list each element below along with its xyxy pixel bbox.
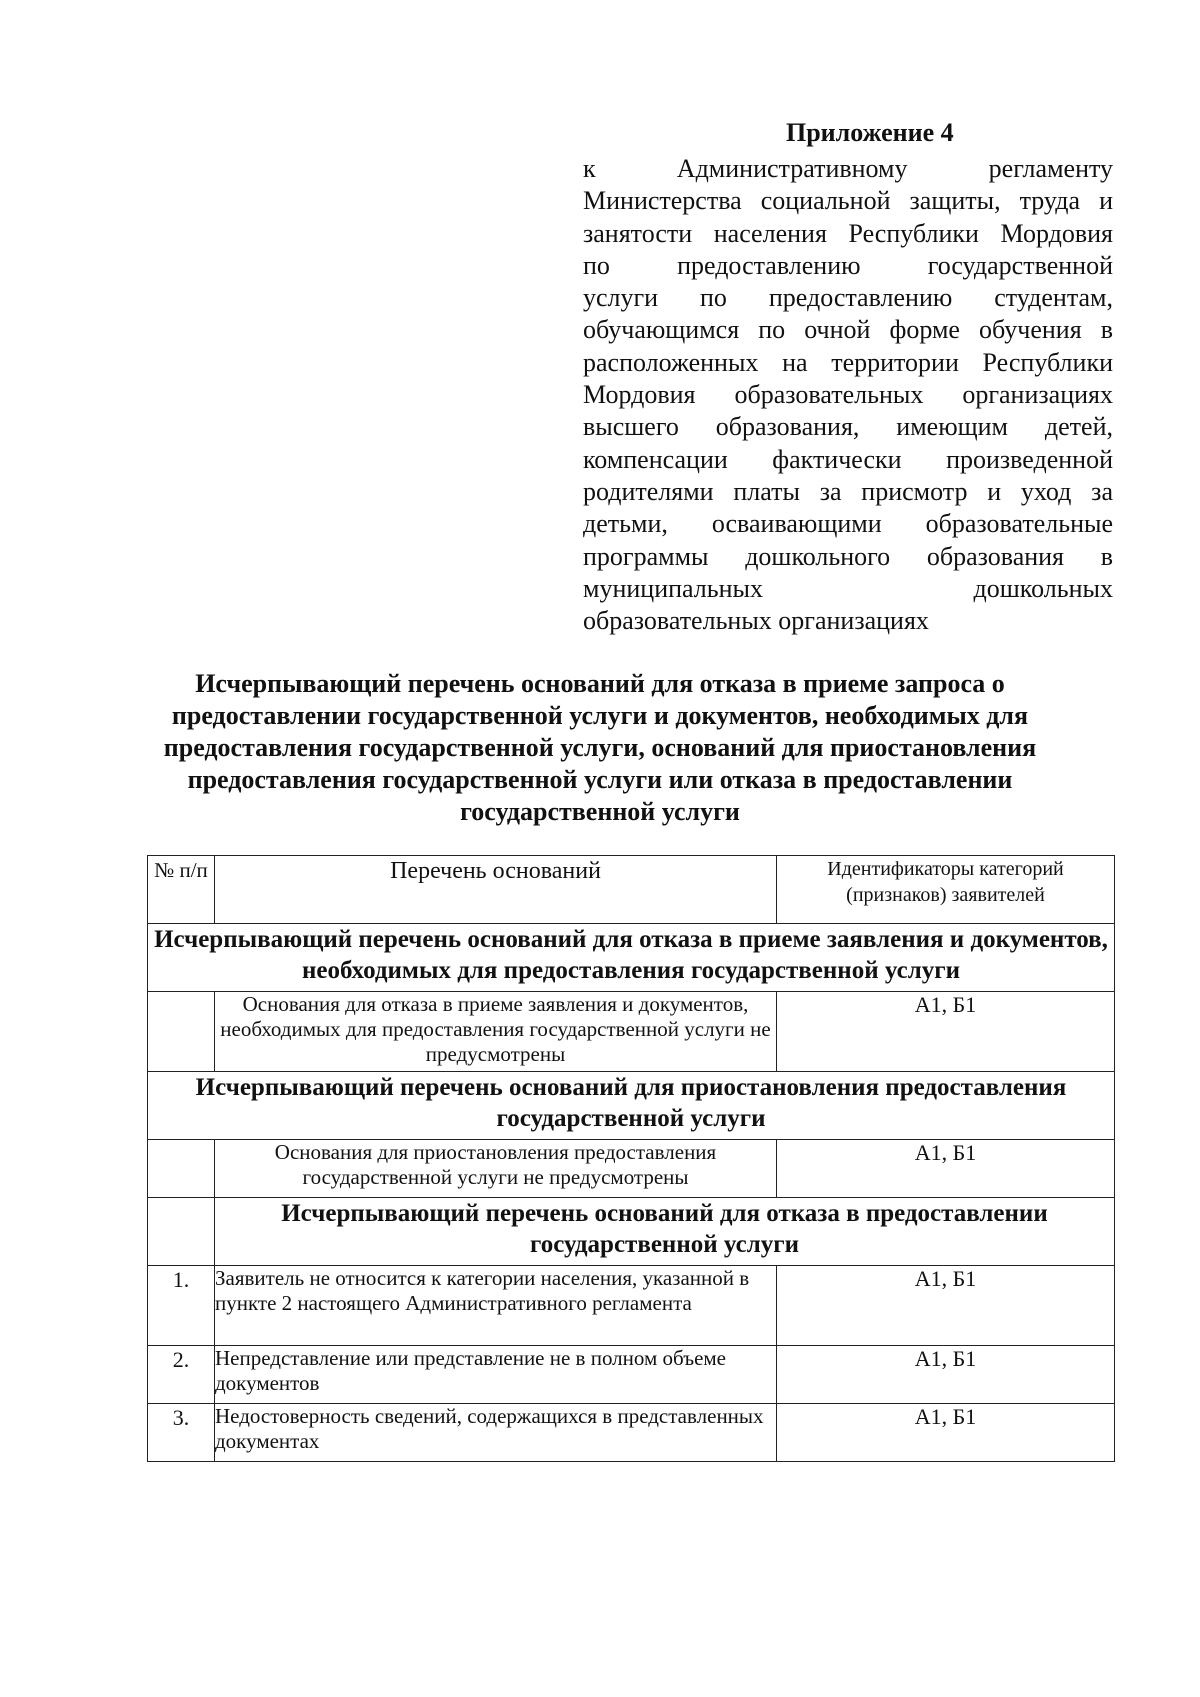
table-row: [148, 1140, 1115, 1198]
row-code: А1, Б1: [777, 1404, 1115, 1462]
appendix-line: образовательных организациях: [583, 606, 929, 636]
table-row: [148, 992, 1115, 1072]
appendix-line: расположенных на территории Республики: [583, 347, 1113, 377]
row-num: 3.: [148, 1404, 215, 1462]
appendix-line: услуги по предоставлению студентам,: [583, 283, 1113, 313]
reasons-table: [147, 855, 1115, 1462]
appendix-line: обучающимся по очной форме обучения в: [583, 315, 1113, 345]
section-title-1: Исчерпывающий перечень оснований для отказа в приеме заявления и документов, необходимых для предоставления государственной услуги: [148, 924, 1115, 992]
header-reasons: Перечень оснований: [215, 856, 777, 924]
row-num: [148, 992, 215, 1072]
row-code: А1, Б1: [777, 1140, 1115, 1198]
page-title: Исчерпывающий перечень оснований для отказа в приеме запроса о предоставлении государственной услуги и документов, необходимых для предоставления государственной услуги, оснований для приостановления предоставления государственной услуги или отказа в предоставлении государственной услуги: [163, 669, 1037, 826]
row-code: А1, Б1: [777, 1346, 1115, 1404]
table-header-row: [148, 856, 1115, 924]
row-num: 1.: [148, 1266, 215, 1346]
appendix-line: Мордовия образовательных организациях: [583, 380, 1113, 410]
appendix-title: Приложение 4: [786, 118, 954, 147]
appendix-text: [583, 153, 1113, 637]
appendix-line: Министерства социальной защиты, труда и: [583, 186, 1113, 216]
appendix-line: муниципальных дошкольных: [583, 573, 1113, 603]
appendix-line: к Административному регламенту: [583, 154, 1113, 183]
section-title-2: Исчерпывающий перечень оснований для приостановления предоставления государственной услуги: [148, 1072, 1115, 1140]
header-num: № п/п: [148, 856, 215, 924]
section-title-3: Исчерпывающий перечень оснований для отказа в предоставлении государственной услуги: [215, 1198, 1115, 1266]
row-text: Недостоверность сведений, содержащихся в представленных документах: [215, 1404, 777, 1462]
appendix-line: родителями платы за присмотр и уход за: [583, 476, 1113, 506]
appendix-line: высшего образования, имеющим детей,: [583, 412, 1113, 442]
header-ids: Идентификаторы категорий (признаков) заявителей: [777, 856, 1115, 924]
table-row: [148, 1266, 1115, 1346]
appendix-line: занятости населения Республики Мордовия: [583, 218, 1113, 248]
row-code: А1, Б1: [777, 1266, 1115, 1346]
appendix-line: программы дошкольного образования в: [583, 541, 1113, 571]
row-text: Непредставление или представление не в полном объеме документов: [215, 1346, 777, 1404]
row-num: [148, 1140, 215, 1198]
row-text: Основания для отказа в приеме заявления и документов, необходимых для предоставления государственной услуги не предусмотрены: [215, 992, 777, 1072]
table-row: [148, 1404, 1115, 1462]
row-text: Заявитель не относится к категории населения, указанной в пункте 2 настоящего Административного регламента: [215, 1266, 777, 1346]
appendix-line: компенсации фактически произведенной: [583, 444, 1113, 474]
row-code: А1, Б1: [777, 992, 1115, 1072]
section-row: [148, 1072, 1115, 1140]
row-num: [148, 1198, 215, 1266]
appendix-line: по предоставлению государственной: [583, 250, 1113, 280]
row-text: Основания для приостановления предоставления государственной услуги не предусмотрены: [215, 1140, 777, 1198]
table-row: [148, 1346, 1115, 1404]
row-num: 2.: [148, 1346, 215, 1404]
section-row: [148, 1198, 1115, 1266]
section-row: [148, 924, 1115, 992]
appendix-line: детьми, осваивающими образовательные: [583, 509, 1113, 539]
